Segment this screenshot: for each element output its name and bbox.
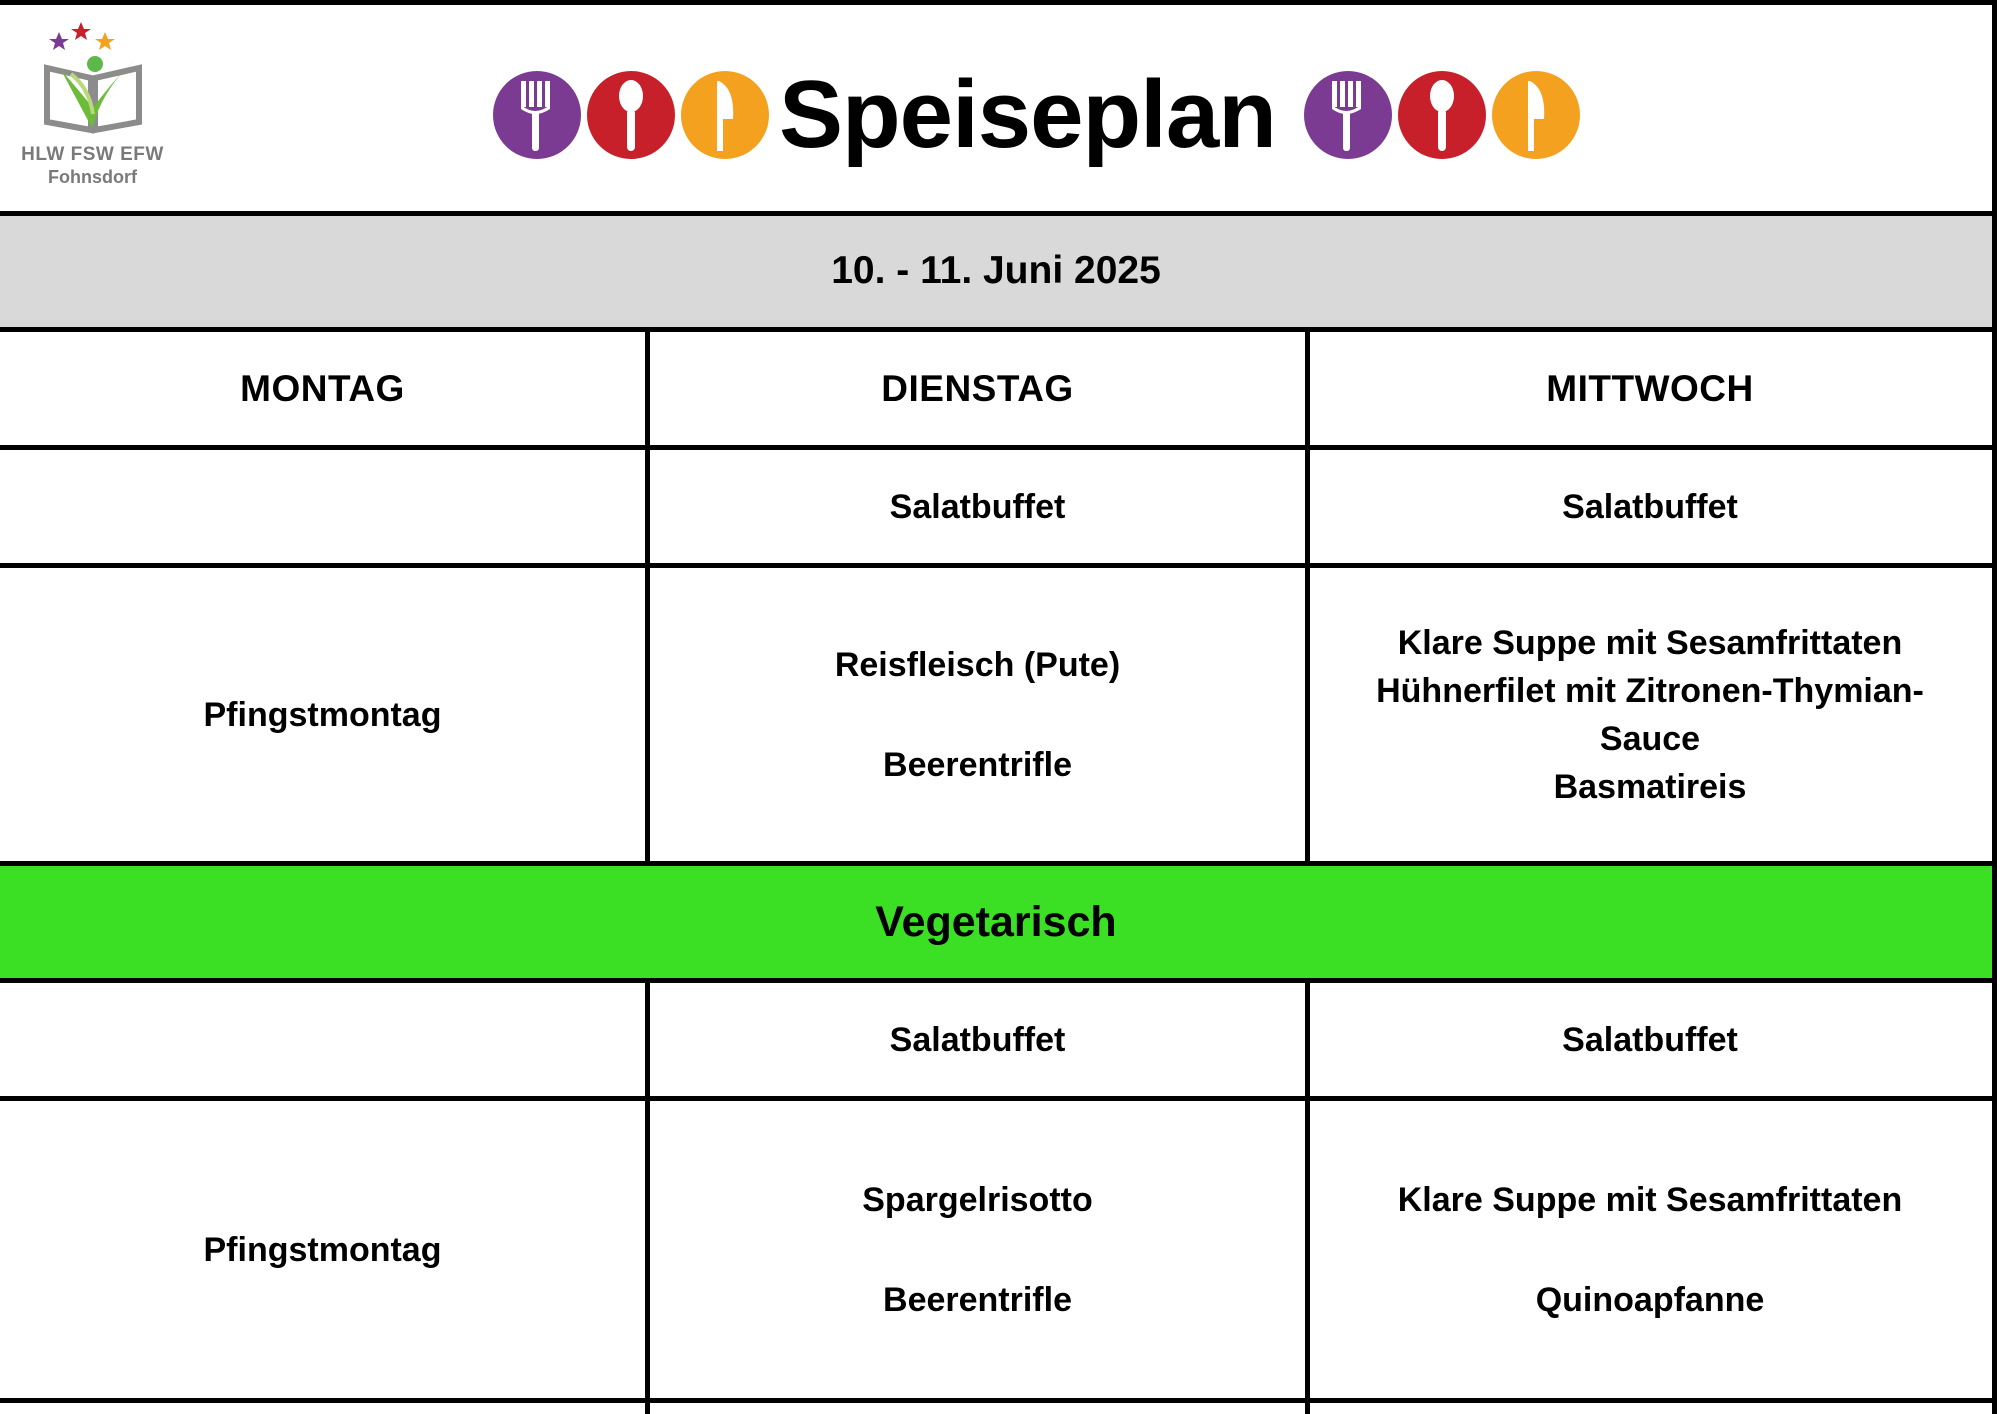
grid-line [645,327,650,866]
vegetarian-label: Vegetarisch [875,897,1117,946]
grid-line [0,327,1997,332]
regular-main-wednesday [1310,568,1990,861]
menu-line: Sauce [1599,719,1701,758]
menu-line: Spargelrisotto [862,1180,1093,1219]
menu-line: Klare Suppe mit Sesamfrittaten [1397,623,1903,662]
date-band [0,214,1992,327]
grid-line [0,1398,1997,1403]
regular-salad-wednesday: Salatbuffet [1562,487,1738,526]
menu-line: Klare Suppe mit Sesamfrittaten [1397,1180,1903,1219]
veg-main-monday [0,1101,645,1398]
menu-line: Hühnerfilet mit Zitronen-Thymian- [1376,671,1924,710]
veg-salad-tuesday: Salatbuffet [889,1020,1066,1059]
grid-line [0,211,1997,216]
regular-salad-tuesday: Salatbuffet [889,487,1066,526]
grid-line [0,978,1997,983]
fork-icon [493,71,581,159]
fork-icon [1304,71,1392,159]
grid-line [0,445,1997,450]
day-header-monday: MONTAG [240,367,405,409]
regular-salad-monday [0,450,645,563]
menu-line: Reisfleisch (Pute) [834,645,1121,684]
grid-line [0,563,1997,568]
menu-line: Pfingstmontag [203,695,442,734]
grid-line [1305,978,1310,1414]
grid-line [0,1096,1997,1101]
vegetarian-band [0,866,1992,978]
spoon-icon [587,71,675,159]
grid-line [645,978,650,1414]
veg-main-tuesday [650,1101,1305,1398]
book-logo-icon [33,18,153,138]
menu-line: Beerentrifle [883,1280,1072,1319]
date-range: 10. - 11. Juni 2025 [831,248,1161,292]
knife-icon [681,71,769,159]
school-logo [20,18,165,196]
page-title: Speiseplan [779,61,1276,168]
veg-salad-monday [0,983,645,1096]
menu-line: Beerentrifle [883,745,1072,784]
logo-text-town: Fohnsdorf [48,167,137,187]
menu-line: Pfingstmontag [203,1230,442,1269]
knife-icon [1492,71,1580,159]
title-row [493,60,1586,170]
day-header-wednesday: MITTWOCH [1546,367,1754,409]
grid-line [1305,327,1310,866]
veg-main-wednesday [1310,1101,1990,1398]
menu-line: Basmatireis [1553,767,1747,806]
regular-main-tuesday [650,568,1305,861]
spoon-icon [1398,71,1486,159]
grid-line [1992,0,1997,1414]
veg-salad-wednesday: Salatbuffet [1562,1020,1738,1059]
grid-line [0,0,1997,5]
grid-line [0,861,1997,866]
logo-text-school: HLW FSW EFW [21,144,164,165]
menu-line: Quinoapfanne [1535,1280,1765,1319]
regular-main-monday [0,568,645,861]
day-header-tuesday: DIENSTAG [881,367,1074,409]
